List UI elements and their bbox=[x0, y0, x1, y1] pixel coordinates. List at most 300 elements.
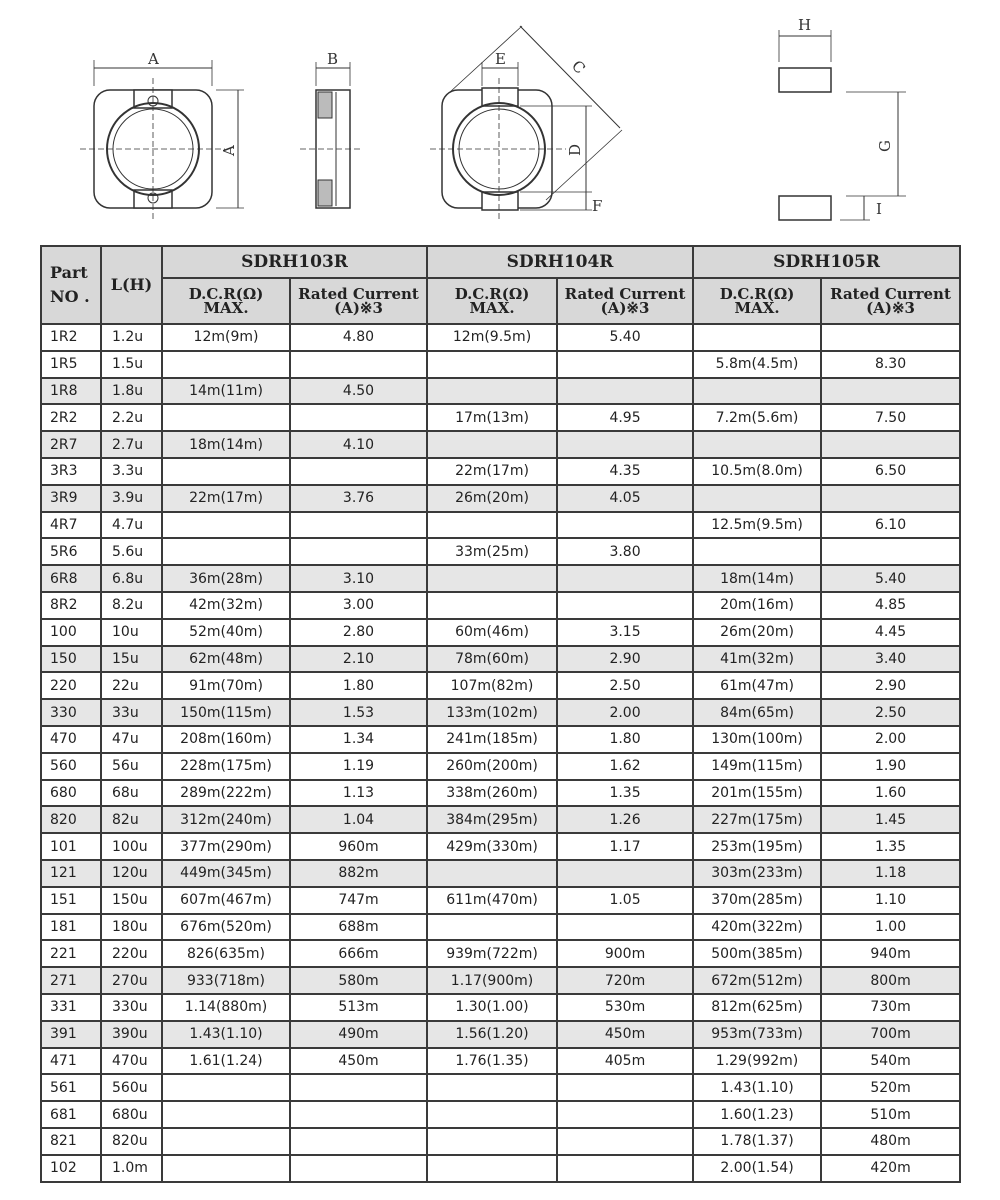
inductance-cell: 330u bbox=[101, 994, 162, 1021]
rated-103-cell: 882m bbox=[290, 860, 427, 887]
dcr-104-cell: 1.30(1.00) bbox=[427, 994, 557, 1021]
inductance-cell: 270u bbox=[101, 967, 162, 994]
spec-table bbox=[40, 245, 961, 1183]
dcr-104-cell: 60m(46m) bbox=[427, 619, 557, 646]
dcr-105-cell: 2.00(1.54) bbox=[693, 1155, 821, 1182]
inductance-header: L(H) bbox=[101, 246, 162, 324]
rated-105-cell bbox=[821, 431, 960, 458]
rated-104-cell: 530m bbox=[557, 994, 693, 1021]
dim-label-a-side: A bbox=[220, 145, 238, 156]
dcr-103-cell bbox=[162, 1074, 290, 1101]
top-view-drawing bbox=[80, 60, 244, 220]
dcr-104-cell: 133m(102m) bbox=[427, 699, 557, 726]
table-row bbox=[41, 887, 960, 914]
table-row bbox=[41, 378, 960, 405]
dcr-105-cell: 7.2m(5.6m) bbox=[693, 404, 821, 431]
table-row bbox=[41, 940, 960, 967]
table-row bbox=[41, 860, 960, 887]
inductance-cell: 3.3u bbox=[101, 458, 162, 485]
rated-104-cell bbox=[557, 1155, 693, 1182]
dcr-header bbox=[693, 278, 821, 324]
part-number-cell: 560 bbox=[41, 753, 101, 780]
rated-105-cell: 8.30 bbox=[821, 351, 960, 378]
table-row bbox=[41, 699, 960, 726]
dcr-104-cell bbox=[427, 1101, 557, 1128]
dcr-104-cell bbox=[427, 378, 557, 405]
part-header-line-2: NO . bbox=[50, 287, 90, 306]
rated-103-cell: 2.10 bbox=[290, 646, 427, 673]
inductance-cell: 8.2u bbox=[101, 592, 162, 619]
inductance-cell: 1.2u bbox=[101, 324, 162, 351]
table-row bbox=[41, 324, 960, 351]
table-row bbox=[41, 646, 960, 673]
rated-105-cell: 1.35 bbox=[821, 833, 960, 860]
spec-table-body bbox=[41, 324, 960, 1182]
rated-105-cell: 4.85 bbox=[821, 592, 960, 619]
inductance-cell: 15u bbox=[101, 646, 162, 673]
rated-105-cell: 1.60 bbox=[821, 780, 960, 807]
table-row bbox=[41, 833, 960, 860]
header-row-columns bbox=[41, 278, 960, 324]
rated-103-cell: 1.19 bbox=[290, 753, 427, 780]
group-header-sdrh105r: SDRH105R bbox=[693, 246, 960, 278]
table-row bbox=[41, 538, 960, 565]
dcr-105-cell bbox=[693, 431, 821, 458]
rated-105-cell: 510m bbox=[821, 1101, 960, 1128]
rated-header-line-2: (A)※3 bbox=[334, 299, 383, 317]
rated-104-cell: 3.80 bbox=[557, 538, 693, 565]
inductance-cell: 56u bbox=[101, 753, 162, 780]
rated-103-cell: 1.34 bbox=[290, 726, 427, 753]
dcr-103-cell: 62m(48m) bbox=[162, 646, 290, 673]
table-row bbox=[41, 1021, 960, 1048]
rated-104-cell: 4.95 bbox=[557, 404, 693, 431]
table-row bbox=[41, 512, 960, 539]
dcr-103-cell: 676m(520m) bbox=[162, 914, 290, 941]
dcr-103-cell bbox=[162, 1101, 290, 1128]
dcr-104-cell: 33m(25m) bbox=[427, 538, 557, 565]
rated-105-cell bbox=[821, 485, 960, 512]
dcr-103-cell: 1.43(1.10) bbox=[162, 1021, 290, 1048]
dim-label-a-top: A bbox=[148, 50, 159, 68]
dcr-header-line-2: MAX. bbox=[203, 299, 249, 317]
rated-103-cell: 3.76 bbox=[290, 485, 427, 512]
dcr-104-cell: 12m(9.5m) bbox=[427, 324, 557, 351]
dcr-103-cell: 12m(9m) bbox=[162, 324, 290, 351]
rated-103-cell bbox=[290, 512, 427, 539]
dcr-105-cell bbox=[693, 378, 821, 405]
dcr-105-cell: 12.5m(9.5m) bbox=[693, 512, 821, 539]
rated-104-cell: 720m bbox=[557, 967, 693, 994]
part-no-header bbox=[41, 246, 101, 324]
rated-104-cell: 1.80 bbox=[557, 726, 693, 753]
rated-104-cell: 3.15 bbox=[557, 619, 693, 646]
rated-105-cell: 520m bbox=[821, 1074, 960, 1101]
inductance-cell: 5.6u bbox=[101, 538, 162, 565]
dcr-105-cell: 20m(16m) bbox=[693, 592, 821, 619]
inductance-cell: 3.9u bbox=[101, 485, 162, 512]
dcr-103-cell: 150m(115m) bbox=[162, 699, 290, 726]
dcr-103-cell bbox=[162, 538, 290, 565]
dim-label-b: B bbox=[327, 50, 339, 68]
rated-103-cell: 490m bbox=[290, 1021, 427, 1048]
rated-header-line-2: (A)※3 bbox=[866, 299, 915, 317]
rated-105-cell: 1.10 bbox=[821, 887, 960, 914]
dcr-103-cell: 449m(345m) bbox=[162, 860, 290, 887]
inductance-cell: 68u bbox=[101, 780, 162, 807]
rated-105-cell: 3.40 bbox=[821, 646, 960, 673]
table-row bbox=[41, 565, 960, 592]
inductance-cell: 390u bbox=[101, 1021, 162, 1048]
part-number-cell: 1R5 bbox=[41, 351, 101, 378]
dcr-104-cell: 1.17(900m) bbox=[427, 967, 557, 994]
dcr-105-cell: 227m(175m) bbox=[693, 806, 821, 833]
rated-103-cell: 1.13 bbox=[290, 780, 427, 807]
rated-105-cell bbox=[821, 378, 960, 405]
rated-header-line-2: (A)※3 bbox=[600, 299, 650, 317]
rated-105-cell: 800m bbox=[821, 967, 960, 994]
table-row bbox=[41, 1128, 960, 1155]
dcr-104-cell bbox=[427, 512, 557, 539]
rated-104-cell bbox=[557, 914, 693, 941]
rated-105-cell: 730m bbox=[821, 994, 960, 1021]
table-row bbox=[41, 994, 960, 1021]
dcr-103-cell: 933(718m) bbox=[162, 967, 290, 994]
dcr-103-cell bbox=[162, 458, 290, 485]
rated-104-cell: 1.17 bbox=[557, 833, 693, 860]
rated-104-cell bbox=[557, 512, 693, 539]
rated-104-cell bbox=[557, 1101, 693, 1128]
dcr-105-cell: 1.60(1.23) bbox=[693, 1101, 821, 1128]
dcr-104-cell bbox=[427, 592, 557, 619]
part-number-cell: 2R7 bbox=[41, 431, 101, 458]
dcr-105-cell: 303m(233m) bbox=[693, 860, 821, 887]
rated-105-cell: 1.90 bbox=[821, 753, 960, 780]
rated-103-cell: 580m bbox=[290, 967, 427, 994]
rated-current-header bbox=[557, 278, 693, 324]
rated-103-cell: 4.80 bbox=[290, 324, 427, 351]
dcr-104-cell: 78m(60m) bbox=[427, 646, 557, 673]
dimension-drawings bbox=[0, 0, 1000, 240]
part-number-cell: 181 bbox=[41, 914, 101, 941]
rated-103-cell bbox=[290, 538, 427, 565]
inductance-cell: 560u bbox=[101, 1074, 162, 1101]
dcr-104-cell: 939m(722m) bbox=[427, 940, 557, 967]
rated-103-cell: 3.10 bbox=[290, 565, 427, 592]
part-number-cell: 102 bbox=[41, 1155, 101, 1182]
part-number-cell: 121 bbox=[41, 860, 101, 887]
dcr-104-cell: 107m(82m) bbox=[427, 672, 557, 699]
rated-104-cell: 1.35 bbox=[557, 780, 693, 807]
part-number-cell: 8R2 bbox=[41, 592, 101, 619]
dcr-105-cell: 420m(322m) bbox=[693, 914, 821, 941]
rated-103-cell: 747m bbox=[290, 887, 427, 914]
dcr-103-cell: 228m(175m) bbox=[162, 753, 290, 780]
inductance-cell: 100u bbox=[101, 833, 162, 860]
dcr-header bbox=[427, 278, 557, 324]
dcr-header bbox=[162, 278, 290, 324]
table-row bbox=[41, 458, 960, 485]
rated-104-cell bbox=[557, 592, 693, 619]
part-number-cell: 6R8 bbox=[41, 565, 101, 592]
inductance-cell: 220u bbox=[101, 940, 162, 967]
dcr-104-cell bbox=[427, 1074, 557, 1101]
dcr-105-cell: 500m(385m) bbox=[693, 940, 821, 967]
part-number-cell: 101 bbox=[41, 833, 101, 860]
rated-104-cell: 450m bbox=[557, 1021, 693, 1048]
rated-104-cell: 1.62 bbox=[557, 753, 693, 780]
table-row bbox=[41, 753, 960, 780]
dcr-header-line-2: MAX. bbox=[734, 299, 780, 317]
inductance-cell: 10u bbox=[101, 619, 162, 646]
dcr-103-cell: 826(635m) bbox=[162, 940, 290, 967]
table-row bbox=[41, 1074, 960, 1101]
dcr-105-cell: 953m(733m) bbox=[693, 1021, 821, 1048]
inductance-cell: 180u bbox=[101, 914, 162, 941]
part-number-cell: 391 bbox=[41, 1021, 101, 1048]
group-header-sdrh104r: SDRH104R bbox=[427, 246, 693, 278]
rated-104-cell: 405m bbox=[557, 1048, 693, 1075]
rated-current-header bbox=[821, 278, 960, 324]
dcr-104-cell: 17m(13m) bbox=[427, 404, 557, 431]
dcr-103-cell: 14m(11m) bbox=[162, 378, 290, 405]
rated-105-cell: 480m bbox=[821, 1128, 960, 1155]
land-pattern-drawing bbox=[779, 30, 906, 220]
dcr-103-cell: 289m(222m) bbox=[162, 780, 290, 807]
part-number-cell: 271 bbox=[41, 967, 101, 994]
table-row bbox=[41, 914, 960, 941]
inductance-cell: 1.5u bbox=[101, 351, 162, 378]
table-row bbox=[41, 485, 960, 512]
rated-105-cell: 2.90 bbox=[821, 672, 960, 699]
dcr-104-cell: 260m(200m) bbox=[427, 753, 557, 780]
dcr-104-cell: 429m(330m) bbox=[427, 833, 557, 860]
dcr-103-cell bbox=[162, 351, 290, 378]
table-row bbox=[41, 351, 960, 378]
dcr-105-cell: 26m(20m) bbox=[693, 619, 821, 646]
inductance-cell: 47u bbox=[101, 726, 162, 753]
inductance-cell: 820u bbox=[101, 1128, 162, 1155]
dcr-103-cell: 36m(28m) bbox=[162, 565, 290, 592]
rated-105-cell: 1.00 bbox=[821, 914, 960, 941]
dcr-103-cell: 18m(14m) bbox=[162, 431, 290, 458]
table-row bbox=[41, 1155, 960, 1182]
rated-103-cell bbox=[290, 351, 427, 378]
rated-105-cell: 2.00 bbox=[821, 726, 960, 753]
dcr-103-cell: 52m(40m) bbox=[162, 619, 290, 646]
dcr-header-line-1: D.C.R(Ω) bbox=[454, 285, 530, 303]
rated-103-cell bbox=[290, 1074, 427, 1101]
rated-105-cell: 940m bbox=[821, 940, 960, 967]
dcr-104-cell bbox=[427, 860, 557, 887]
dcr-105-cell: 1.29(992m) bbox=[693, 1048, 821, 1075]
inductance-cell: 470u bbox=[101, 1048, 162, 1075]
table-row bbox=[41, 404, 960, 431]
part-number-cell: 1R2 bbox=[41, 324, 101, 351]
rated-105-cell: 7.50 bbox=[821, 404, 960, 431]
part-number-cell: 2R2 bbox=[41, 404, 101, 431]
dim-label-g: G bbox=[876, 140, 894, 152]
rated-104-cell bbox=[557, 431, 693, 458]
rated-104-cell bbox=[557, 351, 693, 378]
dcr-header-line-1: D.C.R(Ω) bbox=[719, 285, 795, 303]
inductance-cell: 150u bbox=[101, 887, 162, 914]
rated-105-cell: 1.45 bbox=[821, 806, 960, 833]
dcr-105-cell bbox=[693, 538, 821, 565]
part-number-cell: 681 bbox=[41, 1101, 101, 1128]
inductance-cell: 2.2u bbox=[101, 404, 162, 431]
part-number-cell: 221 bbox=[41, 940, 101, 967]
table-row bbox=[41, 1048, 960, 1075]
rated-103-cell: 2.80 bbox=[290, 619, 427, 646]
dcr-105-cell: 253m(195m) bbox=[693, 833, 821, 860]
table-row bbox=[41, 592, 960, 619]
rated-103-cell: 1.80 bbox=[290, 672, 427, 699]
part-number-cell: 330 bbox=[41, 699, 101, 726]
inductance-cell: 120u bbox=[101, 860, 162, 887]
dcr-104-cell: 22m(17m) bbox=[427, 458, 557, 485]
rated-104-cell bbox=[557, 1128, 693, 1155]
rated-103-cell bbox=[290, 1101, 427, 1128]
rated-103-cell bbox=[290, 404, 427, 431]
rated-103-cell: 513m bbox=[290, 994, 427, 1021]
rated-103-cell: 4.50 bbox=[290, 378, 427, 405]
part-number-cell: 470 bbox=[41, 726, 101, 753]
dcr-103-cell: 1.14(880m) bbox=[162, 994, 290, 1021]
part-number-cell: 3R3 bbox=[41, 458, 101, 485]
rated-105-cell: 6.10 bbox=[821, 512, 960, 539]
part-number-cell: 331 bbox=[41, 994, 101, 1021]
dcr-105-cell bbox=[693, 324, 821, 351]
inductance-cell: 2.7u bbox=[101, 431, 162, 458]
pad-view-drawing bbox=[430, 26, 622, 220]
rated-104-cell: 4.35 bbox=[557, 458, 693, 485]
rated-105-cell bbox=[821, 324, 960, 351]
rated-103-cell: 1.53 bbox=[290, 699, 427, 726]
part-header-line-1: Part bbox=[50, 263, 88, 282]
rated-105-cell: 2.50 bbox=[821, 699, 960, 726]
dcr-header-line-1: D.C.R(Ω) bbox=[188, 285, 264, 303]
rated-104-cell: 2.90 bbox=[557, 646, 693, 673]
dim-label-h: H bbox=[798, 16, 812, 34]
dcr-105-cell: 1.43(1.10) bbox=[693, 1074, 821, 1101]
rated-104-cell bbox=[557, 1074, 693, 1101]
rated-105-cell: 540m bbox=[821, 1048, 960, 1075]
dcr-104-cell bbox=[427, 1155, 557, 1182]
part-number-cell: 820 bbox=[41, 806, 101, 833]
rated-103-cell: 1.04 bbox=[290, 806, 427, 833]
dcr-103-cell: 91m(70m) bbox=[162, 672, 290, 699]
header-row-groups bbox=[41, 246, 960, 278]
dim-label-c: C bbox=[568, 56, 589, 78]
dcr-104-cell: 26m(20m) bbox=[427, 485, 557, 512]
part-number-cell: 150 bbox=[41, 646, 101, 673]
inductance-cell: 1.0m bbox=[101, 1155, 162, 1182]
rated-104-cell bbox=[557, 378, 693, 405]
table-row bbox=[41, 431, 960, 458]
dcr-103-cell bbox=[162, 1155, 290, 1182]
rated-103-cell bbox=[290, 1128, 427, 1155]
table-row bbox=[41, 672, 960, 699]
dcr-105-cell: 672m(512m) bbox=[693, 967, 821, 994]
dcr-105-cell: 84m(65m) bbox=[693, 699, 821, 726]
table-row bbox=[41, 780, 960, 807]
inductance-cell: 680u bbox=[101, 1101, 162, 1128]
dcr-105-cell: 130m(100m) bbox=[693, 726, 821, 753]
rated-103-cell: 450m bbox=[290, 1048, 427, 1075]
part-number-cell: 471 bbox=[41, 1048, 101, 1075]
rated-103-cell: 688m bbox=[290, 914, 427, 941]
dim-label-d: D bbox=[566, 143, 584, 156]
rated-105-cell: 700m bbox=[821, 1021, 960, 1048]
dcr-104-cell bbox=[427, 1128, 557, 1155]
rated-105-cell: 5.40 bbox=[821, 565, 960, 592]
dcr-105-cell: 370m(285m) bbox=[693, 887, 821, 914]
rated-104-cell: 4.05 bbox=[557, 485, 693, 512]
dcr-103-cell: 22m(17m) bbox=[162, 485, 290, 512]
rated-104-cell: 1.26 bbox=[557, 806, 693, 833]
inductance-cell: 6.8u bbox=[101, 565, 162, 592]
part-number-cell: 561 bbox=[41, 1074, 101, 1101]
inductance-cell: 33u bbox=[101, 699, 162, 726]
dim-label-e: E bbox=[495, 50, 506, 68]
dcr-104-cell: 241m(185m) bbox=[427, 726, 557, 753]
rated-103-cell bbox=[290, 458, 427, 485]
table-row bbox=[41, 619, 960, 646]
part-number-cell: 3R9 bbox=[41, 485, 101, 512]
dcr-104-cell: 611m(470m) bbox=[427, 887, 557, 914]
rated-105-cell: 6.50 bbox=[821, 458, 960, 485]
rated-header-line-1: Rated Current bbox=[298, 285, 419, 303]
part-number-cell: 680 bbox=[41, 780, 101, 807]
rated-105-cell: 420m bbox=[821, 1155, 960, 1182]
rated-header-line-1: Rated Current bbox=[564, 285, 686, 303]
dcr-104-cell bbox=[427, 351, 557, 378]
rated-105-cell bbox=[821, 538, 960, 565]
dcr-105-cell: 1.78(1.37) bbox=[693, 1128, 821, 1155]
part-number-cell: 220 bbox=[41, 672, 101, 699]
rated-104-cell bbox=[557, 860, 693, 887]
dcr-104-cell bbox=[427, 914, 557, 941]
dcr-105-cell: 41m(32m) bbox=[693, 646, 821, 673]
part-number-cell: 151 bbox=[41, 887, 101, 914]
dcr-103-cell bbox=[162, 1128, 290, 1155]
rated-103-cell bbox=[290, 1155, 427, 1182]
rated-104-cell: 900m bbox=[557, 940, 693, 967]
dcr-105-cell: 61m(47m) bbox=[693, 672, 821, 699]
rated-103-cell: 960m bbox=[290, 833, 427, 860]
part-number-cell: 5R6 bbox=[41, 538, 101, 565]
dcr-103-cell: 42m(32m) bbox=[162, 592, 290, 619]
part-number-cell: 821 bbox=[41, 1128, 101, 1155]
rated-104-cell: 5.40 bbox=[557, 324, 693, 351]
inductance-cell: 4.7u bbox=[101, 512, 162, 539]
rated-103-cell: 666m bbox=[290, 940, 427, 967]
group-header-sdrh103r: SDRH103R bbox=[162, 246, 427, 278]
inductance-cell: 22u bbox=[101, 672, 162, 699]
rated-103-cell: 4.10 bbox=[290, 431, 427, 458]
dcr-105-cell: 10.5m(8.0m) bbox=[693, 458, 821, 485]
dcr-104-cell: 384m(295m) bbox=[427, 806, 557, 833]
inductance-cell: 1.8u bbox=[101, 378, 162, 405]
dcr-104-cell: 1.76(1.35) bbox=[427, 1048, 557, 1075]
dcr-105-cell: 149m(115m) bbox=[693, 753, 821, 780]
inductance-cell: 82u bbox=[101, 806, 162, 833]
rated-104-cell: 1.05 bbox=[557, 887, 693, 914]
dcr-103-cell bbox=[162, 512, 290, 539]
dcr-105-cell: 201m(155m) bbox=[693, 780, 821, 807]
dcr-105-cell: 812m(625m) bbox=[693, 994, 821, 1021]
